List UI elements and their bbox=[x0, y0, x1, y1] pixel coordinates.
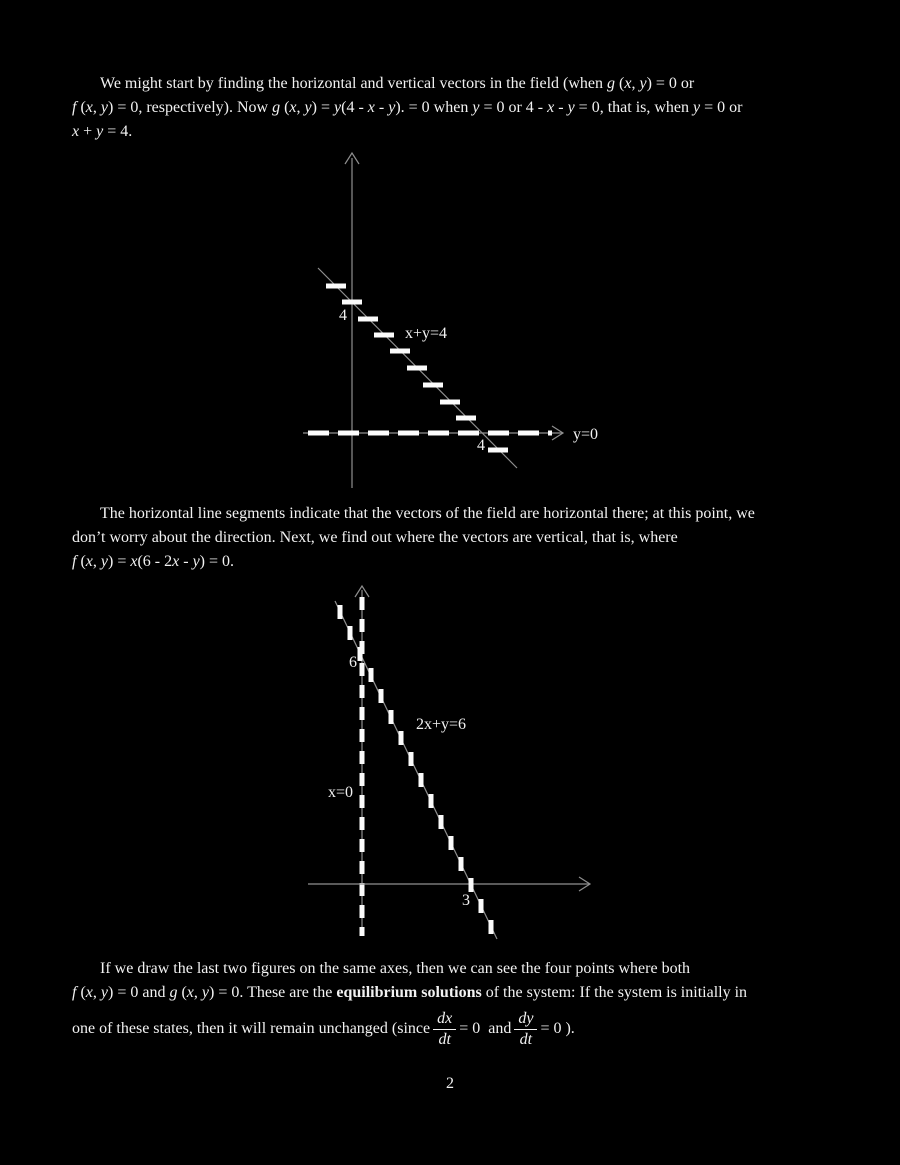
paragraph-intro bbox=[72, 72, 742, 144]
text-line: x + y = 4. bbox=[72, 123, 133, 140]
figure-horizontal-vectors bbox=[290, 145, 610, 493]
fig2-axis-label: x=0 bbox=[328, 784, 354, 801]
page-number: 2 bbox=[446, 1075, 454, 1092]
fig1-x-intercept-label: 4 bbox=[477, 437, 485, 454]
text-line: We might start by finding the horizontal and vertical vectors in the field (when g (x, y) = 0 or bbox=[100, 75, 695, 92]
text-line: don’t worry about the direction. Next, we find out where the vectors are vertical, that is, where bbox=[72, 529, 678, 546]
fig1-y-intercept-label: 4 bbox=[339, 307, 347, 324]
fraction: $\frac{dy}{dt}$ bbox=[514, 1010, 537, 1048]
fraction: $\frac{dx}{dt}$ bbox=[433, 1010, 456, 1048]
fig1-axis-label: y=0 bbox=[573, 426, 599, 443]
text-line: f (x, y) = 0 and g (x, y) = 0. These are the equilibrium solutions of the system: If the system is initially in bbox=[72, 984, 748, 1001]
fig2-x-intercept-label: 3 bbox=[462, 892, 470, 909]
paragraph-horizontal-segments bbox=[72, 502, 755, 574]
text-line: one of these states, then it will remain unchanged (since $\frac{dx}{dt}$ = 0 and $\frac{dy}{dt}$ = 0 ). bbox=[72, 1010, 575, 1048]
text-line: If we draw the last two figures on the same axes, then we can see the four points where both bbox=[100, 960, 691, 977]
text-line: f (x, y) = 0, respectively). Now g (x, y) = y(4 - x - y). = 0 when y = 0 or 4 - x - y = 0, that is, when y = 0 or bbox=[72, 99, 743, 116]
horizontal-field-dashes bbox=[326, 286, 508, 450]
fig2-line-label: 2x+y=6 bbox=[415, 716, 467, 733]
paragraph-equilibrium bbox=[72, 957, 747, 1053]
fig1-line-label: x+y=4 bbox=[404, 325, 448, 342]
text-line: f (x, y) = x(6 - 2x - y) = 0. bbox=[72, 553, 235, 570]
fig2-y-intercept-label: 6 bbox=[349, 654, 357, 671]
figure-vertical-vectors bbox=[300, 578, 600, 948]
text-line: The horizontal line segments indicate that the vectors of the field are horizontal there; at this point, we bbox=[100, 505, 755, 522]
